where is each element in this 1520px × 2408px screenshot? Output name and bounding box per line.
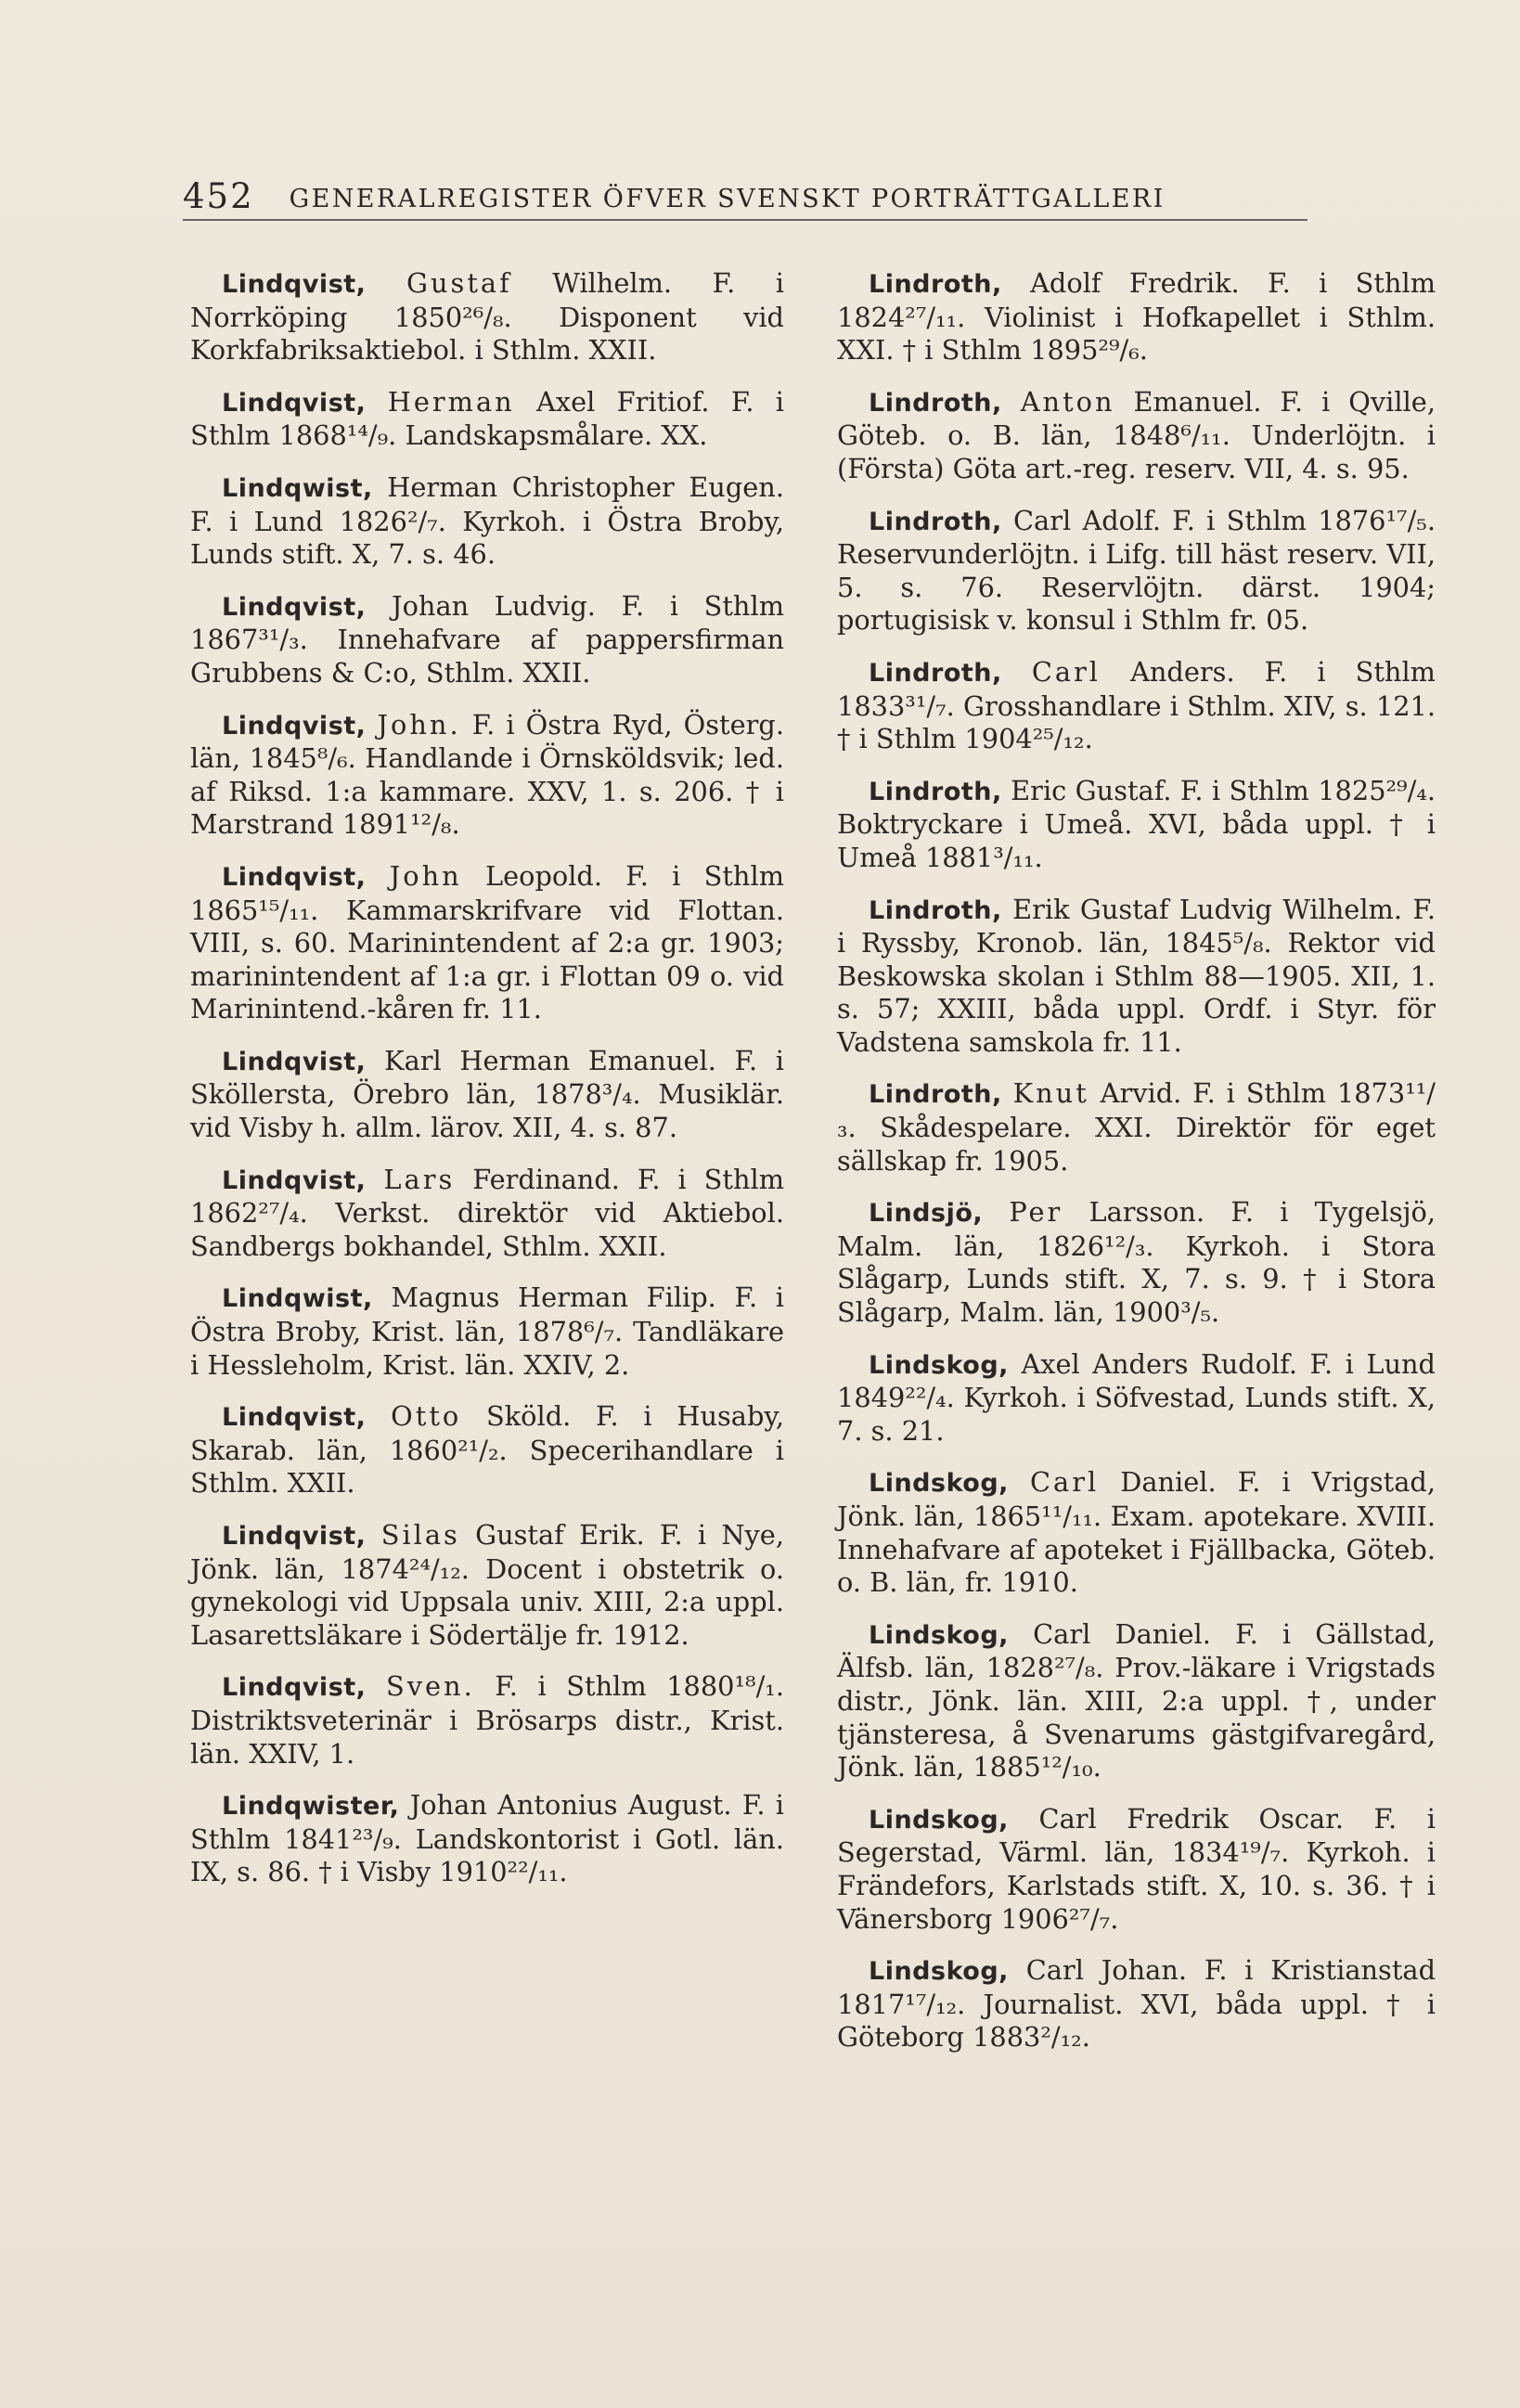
- page-number: 452: [183, 176, 254, 216]
- entry-details: Arvid. F. i Sthlm 1873¹¹/₃. Skådespelare. XXI. Direktör för eget sällskap fr. 1905.: [837, 1077, 1436, 1177]
- entry-details: Johan Ludvig. F. i Sthlm 1867³¹/₃. Innehafvare af pappersfirman Grubbens & C:o, Sthlm. XXII.: [190, 589, 784, 689]
- register-entry: [837, 1348, 1436, 1449]
- entry-surname: Lindskog,: [869, 1805, 1009, 1835]
- register-entry: [190, 1281, 784, 1382]
- entry-details: Carl Johan. F. i Kristianstad 1817¹⁷/₁₂. Journalist. XVI, båda uppl. † i Göteborg 1883²/₁₂.: [837, 1954, 1436, 2054]
- entry-given-name: Per: [1009, 1196, 1063, 1229]
- entry-surname: Lindqvist,: [222, 711, 367, 740]
- register-entry: [837, 1196, 1436, 1329]
- entry-details: Adolf Fredrik. F. i Sthlm 1824²⁷/₁₁. Violinist i Hofkapellet i Sthlm. XXI. † i Sthlm 1895²⁹/₆.: [837, 267, 1436, 367]
- entry-surname: Lindqwist,: [222, 473, 373, 503]
- register-entry: [190, 1164, 784, 1264]
- entry-surname: Lindroth,: [869, 777, 1002, 806]
- register-entry: [837, 1618, 1436, 1784]
- register-entry: [190, 1519, 784, 1652]
- register-entry: [190, 709, 784, 842]
- entry-surname: Lindqvist,: [222, 592, 367, 622]
- entry-details: Carl Adolf. F. i Sthlm 1876¹⁷/₅. Reservunderlöjtn. i Lifg. till häst reserv. VII, 5. s. 76. Reservlöjtn. därst. 1904; portugisisk v. konsul i Sthlm fr. 05.: [837, 504, 1436, 637]
- entry-details: Axel Anders Rudolf. F. i Lund 1849²²/₄. Kyrkoh. i Söfvestad, Lunds stift. X, 7. s. 21.: [837, 1347, 1436, 1447]
- entry-surname: Lindroth,: [869, 388, 1002, 418]
- register-entry: [190, 1789, 784, 1889]
- entry-details: Wilhelm. F. i Norrköping 1850²⁶/₈. Disponent vid Korkfabriksaktiebol. i Sthlm. XXII.: [190, 267, 785, 367]
- entry-surname: Lindqvist,: [222, 1403, 367, 1433]
- entry-details: Carl Daniel. F. i Gällstad, Älfsb. län, 1828²⁷/₈. Prov.-läkare i Vrigstads distr., Jönk. län. XIII, 2:a uppl. †, under tjänsteresa, å Svenarums gästgifvaregård, Jönk. län, 1885¹²/₁₀.: [837, 1617, 1436, 1783]
- entry-given-name: Knut: [1012, 1077, 1089, 1110]
- register-entry: [837, 1077, 1436, 1178]
- entry-details: Magnus Herman Filip. F. i Östra Broby, Krist. län, 1878⁶/₇. Tandläkare i Hessleholm, Krist. län. XXIV, 2.: [190, 1281, 784, 1381]
- running-title: GENERALREGISTER ÖFVER SVENSKT PORTRÄTTGALLERI: [289, 185, 1166, 213]
- entry-surname: Lindroth,: [869, 507, 1002, 536]
- entry-details: Anders. F. i Sthlm 1833³¹/₇. Grosshandlare i Sthlm. XIV, s. 121. † i Sthlm 1904²⁵/₁₂.: [837, 655, 1436, 755]
- entry-details: Axel Fritiof. F. i Sthlm 1868¹⁴/₉. Landskapsmålare. XX.: [190, 385, 785, 452]
- register-entry: [837, 1803, 1436, 1936]
- entry-details: Herman Christopher Eugen. F. i Lund 1826²/₇. Kyrkoh. i Östra Broby, Lunds stift. X, 7. s. 46.: [190, 470, 784, 571]
- register-entry: [837, 894, 1436, 1060]
- left-column: [190, 267, 784, 1908]
- entry-details: Larsson. F. i Tygelsjö, Malm. län, 1826¹²/₃. Kyrkoh. i Stora Slågarp, Lunds stift. X, 7. s. 9. † i Stora Slågarp, Malm. län, 1900³/₅.: [837, 1196, 1436, 1329]
- entry-details: Carl Fredrik Oscar. F. i Segerstad, Värml. län, 1834¹⁹/₇. Kyrkoh. i Frändefors, Karlstads stift. X, 10. s. 36. † i Vänersborg 1906²⁷/₇.: [837, 1802, 1436, 1935]
- right-column: [837, 267, 1436, 2073]
- entry-surname: Lindqwist,: [222, 1284, 373, 1314]
- entry-surname: Lindsjö,: [869, 1199, 984, 1229]
- entry-details: F. i Sthlm 1880¹⁸/₁. Distriktsveterinär i Brösarps distr., Krist. län. XXIV, 1.: [190, 1670, 784, 1770]
- register-entry: [837, 505, 1436, 637]
- register-entry: [837, 656, 1436, 756]
- entry-given-name: Otto: [391, 1400, 462, 1433]
- entry-details: Johan Antonius August. F. i Sthlm 1841²³/₉. Landskontorist i Gotl. län. IX, s. 86. † i Visby 1910²²/₁₁.: [190, 1789, 784, 1888]
- register-entry: [837, 1954, 1436, 2054]
- register-entry: [190, 1045, 784, 1145]
- register-entry: [837, 267, 1436, 367]
- register-entry: [190, 1670, 784, 1771]
- entry-surname: Lindroth,: [869, 270, 1002, 299]
- entry-given-name: Gustaf: [406, 267, 512, 299]
- entry-details: Gustaf Erik. F. i Nye, Jönk. län, 1874²⁴/₁₂. Docent i obstetrik o. gynekologi vid Uppsala univ. XIII, 2:a uppl. Lasarettsläkare i Södertälje fr. 1912.: [190, 1519, 785, 1651]
- register-entry: [190, 1400, 784, 1500]
- register-entry: [837, 1466, 1436, 1599]
- register-entry: [190, 860, 784, 1026]
- entry-surname: Lindqvist,: [222, 1522, 367, 1551]
- entry-given-name: John: [389, 859, 462, 892]
- entry-surname: Lindroth,: [869, 1080, 1002, 1110]
- entry-given-name: Lars: [383, 1163, 456, 1195]
- entry-given-name: John.: [377, 708, 461, 740]
- register-entry: [190, 267, 784, 367]
- entry-details: Karl Herman Emanuel. F. i Sköllersta, Örebro län, 1878³/₄. Musiklär. vid Visby h. allm. lärov. XII, 4. s. 87.: [190, 1044, 784, 1144]
- register-entry: [190, 471, 784, 572]
- register-entry: [837, 775, 1436, 875]
- entry-given-name: Carl: [1030, 1466, 1100, 1499]
- entry-details: F. i Östra Ryd, Österg. län, 1845⁸/₆. Handlande i Örnsköldsvik; led. af Riksd. 1:a kammare. XXV, 1. s. 206. † i Marstrand 1891¹²/₈.: [190, 708, 785, 841]
- entry-details: Daniel. F. i Vrigstad, Jönk. län, 1865¹¹/₁₁. Exam. apotekare. XVIII. Innehafvare af apoteket i Fjällbacka, Göteb. o. B. län, fr. 1910.: [837, 1466, 1436, 1599]
- entry-given-name: Anton: [1020, 385, 1115, 418]
- entry-surname: Lindqwister,: [222, 1792, 400, 1822]
- entry-given-name: Silas: [380, 1519, 460, 1551]
- entry-surname: Lindskog,: [869, 1620, 1009, 1650]
- entry-surname: Lindskog,: [869, 1350, 1009, 1380]
- entry-surname: Lindskog,: [869, 1469, 1009, 1499]
- entry-details: Eric Gustaf. F. i Sthlm 1825²⁹/₄. Boktryckare i Umeå. XVI, båda uppl. † i Umeå 1881³/₁₁.: [837, 774, 1436, 873]
- entry-surname: Lindqvist,: [222, 1165, 367, 1195]
- entry-surname: Lindqvist,: [222, 862, 367, 892]
- entry-surname: Lindqvist,: [222, 1673, 367, 1703]
- entry-details: Emanuel. F. i Qville, Göteb. o. B. län, 1848⁶/₁₁. Underlöjtn. i (Första) Göta art.-reg. reserv. VII, 4. s. 95.: [837, 385, 1436, 484]
- register-entry: [837, 386, 1436, 486]
- entry-surname: Lindskog,: [869, 1957, 1009, 1987]
- entry-given-name: Sven.: [386, 1670, 475, 1703]
- page-header: [183, 176, 1307, 221]
- entry-given-name: Carl: [1031, 655, 1101, 688]
- entry-surname: Lindqvist,: [222, 270, 367, 299]
- entry-given-name: Herman: [387, 385, 515, 418]
- register-entry: [190, 590, 784, 690]
- register-entry: [190, 386, 784, 453]
- entry-surname: Lindroth,: [869, 895, 1002, 925]
- entry-details: Sköld. F. i Husaby, Skarab. län, 1860²¹/₂. Specerihandlare i Sthlm. XXII.: [190, 1400, 784, 1500]
- entry-surname: Lindroth,: [869, 658, 1002, 688]
- entry-surname: Lindqvist,: [222, 388, 367, 418]
- entry-details: Ferdinand. F. i Sthlm 1862²⁷/₄. Verkst. direktör vid Aktiebol. Sandbergs bokhandel, Sthlm. XXII.: [190, 1163, 785, 1262]
- entry-surname: Lindqvist,: [222, 1047, 367, 1076]
- entry-details: Leopold. F. i Sthlm 1865¹⁵/₁₁. Kammarskrifvare vid Flottan. VIII, s. 60. Marinintendent af 2:a gr. 1903; marinintendent af 1:a gr. i Flottan 09 o. vid Marinintend.-kåren fr. 11.: [190, 859, 784, 1025]
- entry-details: Erik Gustaf Ludvig Wilhelm. F. i Ryssby, Kronob. län, 1845⁵/₈. Rektor vid Beskowska skolan i Sthlm 88—1905. XII, 1. s. 57; XXIII, båda uppl. Ordf. i Styr. för Vadstena samskola fr. 11.: [837, 893, 1436, 1058]
